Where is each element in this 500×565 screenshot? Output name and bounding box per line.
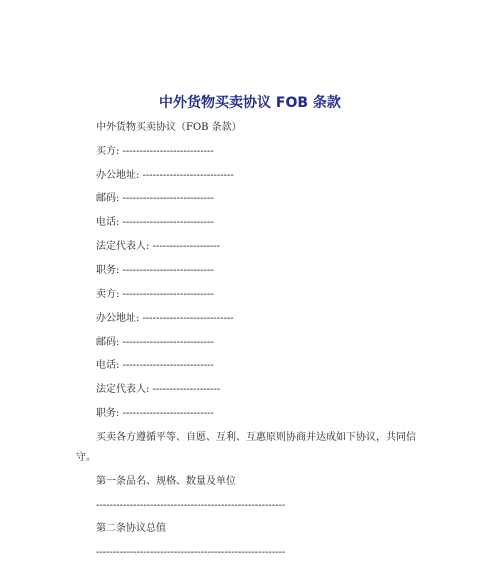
seller-line: 卖方: --------------------------- [96,289,214,300]
subtitle-line: 中外货物买卖协议（FOB 条款） [96,122,242,133]
seller-representative-line: 法定代表人: -------------------- [96,384,221,395]
clause2-blank: -------------------------------------------------------- [96,547,286,558]
buyer-address-line: 办公地址: --------------------------- [96,170,234,181]
seller-postcode-line: 邮码: --------------------------- [96,337,214,348]
clause1-title: 第一条品名、规格、数量及单位 [96,476,236,487]
seller-phone-line: 电话: --------------------------- [96,360,214,371]
buyer-representative-line: 法定代表人: -------------------- [96,241,221,252]
seller-address-line: 办公地址: --------------------------- [96,313,234,324]
agreement-paragraph-line2: 守。 [76,452,96,463]
buyer-postcode-line: 邮码: --------------------------- [96,193,214,204]
buyer-line: 买方: --------------------------- [96,146,214,157]
clause2-title: 第二条协议总值 [96,523,166,534]
document-title: 中外货物买卖协议 FOB 条款 [159,95,341,111]
buyer-position-line: 职务: --------------------------- [96,265,214,276]
agreement-paragraph-line1: 买卖各方遵循平等、自愿、互利、互惠原则协商并达成如下协议，共同信 [96,432,416,443]
buyer-phone-line: 电话: --------------------------- [96,217,214,228]
seller-position-line: 职务: --------------------------- [96,408,214,419]
clause1-blank: -------------------------------------------------------- [96,500,286,511]
